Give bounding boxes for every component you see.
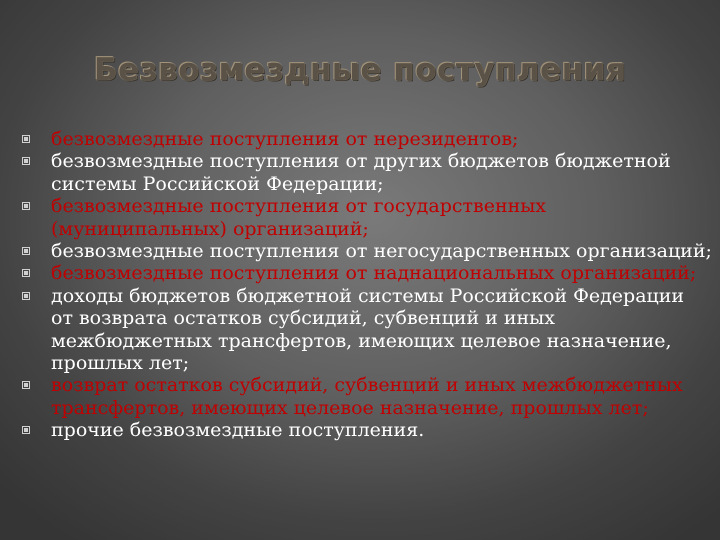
square-bullet-icon	[22, 292, 30, 300]
square-bullet-icon	[22, 381, 30, 389]
list-item-text: прочие безвозмездные поступления.	[51, 419, 425, 442]
square-bullet-icon	[22, 247, 30, 255]
list-item	[22, 262, 712, 284]
square-bullet-icon	[22, 135, 30, 143]
square-bullet-icon	[22, 157, 30, 165]
list-item-text: безвозмездные поступления от государственных (муниципальных) организаций;	[51, 195, 547, 240]
list-item-text: доходы бюджетов бюджетной системы Российской Федерации от возврата остатков субсидий, субвенций и иных межбюджетных трансфертов, имеющих целевое назначение, прошлых лет;	[51, 284, 685, 375]
list-item-text: возврат остатков субсидий, субвенций и иных межбюджетных трансфертов, имеющих целевое назначение, прошлых лет;	[51, 374, 683, 419]
square-bullet-icon	[22, 269, 30, 277]
list-item	[22, 150, 712, 195]
list-item-text: безвозмездные поступления от других бюджетов бюджетной системы Российской Федерации;	[51, 150, 671, 195]
list-item	[22, 240, 712, 262]
list-item-text: безвозмездные поступления от негосударственных организаций;	[51, 240, 712, 263]
list-item-text: безвозмездные поступления от наднациональных организаций;	[51, 262, 697, 285]
slide-title: Безвозмездные поступления	[93, 52, 627, 88]
list-item	[22, 195, 712, 240]
list-item	[22, 374, 712, 419]
list-item-text: безвозмездные поступления от нерезидентов;	[51, 128, 519, 150]
square-bullet-icon	[22, 202, 30, 210]
list-item	[22, 285, 712, 375]
list-item	[22, 419, 712, 441]
square-bullet-icon	[22, 426, 30, 434]
bullet-list	[22, 128, 712, 442]
list-item	[22, 128, 712, 150]
